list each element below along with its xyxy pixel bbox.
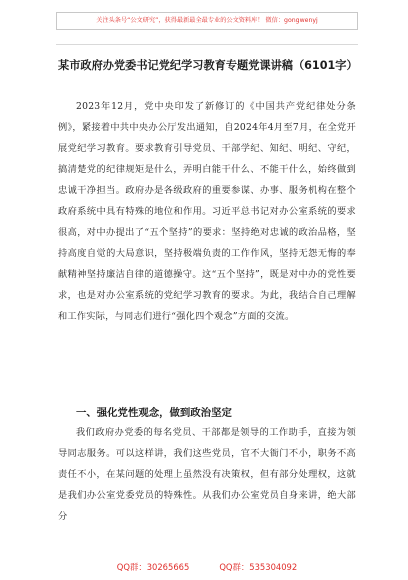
header-banner: 关注头条号“公文研究”，获得最新最全最专业的公文资料库！ 微信：gongwenyj [56,12,358,30]
section-paragraph: 我们政府办党委的每名党员、干部都是领导的工作助手，直接为领导同志服务。可以这样讲，我们这些党员，官不大衙门不小，职务不高责任不小，在某问题的处理上虽然没有决策权，但有部分处理权，这就是我们办公室党委党员的特殊性。从我们办公室党员自身来讲，绝大部分 [58,427,356,522]
header-divider [56,44,358,45]
document-title: 某市政府办党委书记党纪学习教育专题党课讲稿（6101字） [58,59,358,72]
section-heading: 一、强化党性观念，做到政治坚定 [76,407,232,419]
qq-group-2: QQ群：535304092 [219,562,298,572]
qq-group-1: QQ群：30265665 [116,562,190,572]
intro-paragraph: 2023年12月，党中央印发了新修订的《中国共产党纪律处分条例》，紧接着中共中央办公厅发出通知，自2024年4月至7月，在全党开展党纪学习教育。要求教育引导党员、干部学纪、知纪、明纪、守纪，搞清楚党的纪律规矩是什么，弄明白能干什么、不能干什么，始终做到忠诚干净担当。政府办是各级政府的重要参谋、办事、服务机构在整个政府系统中具有特殊的地位和作用。习近平总书记对办公室系统的要求很高，对中办提出了“五个坚持”的要求：坚持绝对忠诚的政治品格，坚持高度自觉的大局意识，坚持极端负责的工作作风，坚持无怨无悔的奉献精神坚持廉洁自律的道德操守。这“五个坚持”，既是对中办的党性要求，也是对办公室系统的党纪学习教育的要求。为此，我结合自己理解和工作实际，与同志们进行“强化四个观念”方面的交流。 [58,101,356,322]
page-footer [56,560,358,574]
